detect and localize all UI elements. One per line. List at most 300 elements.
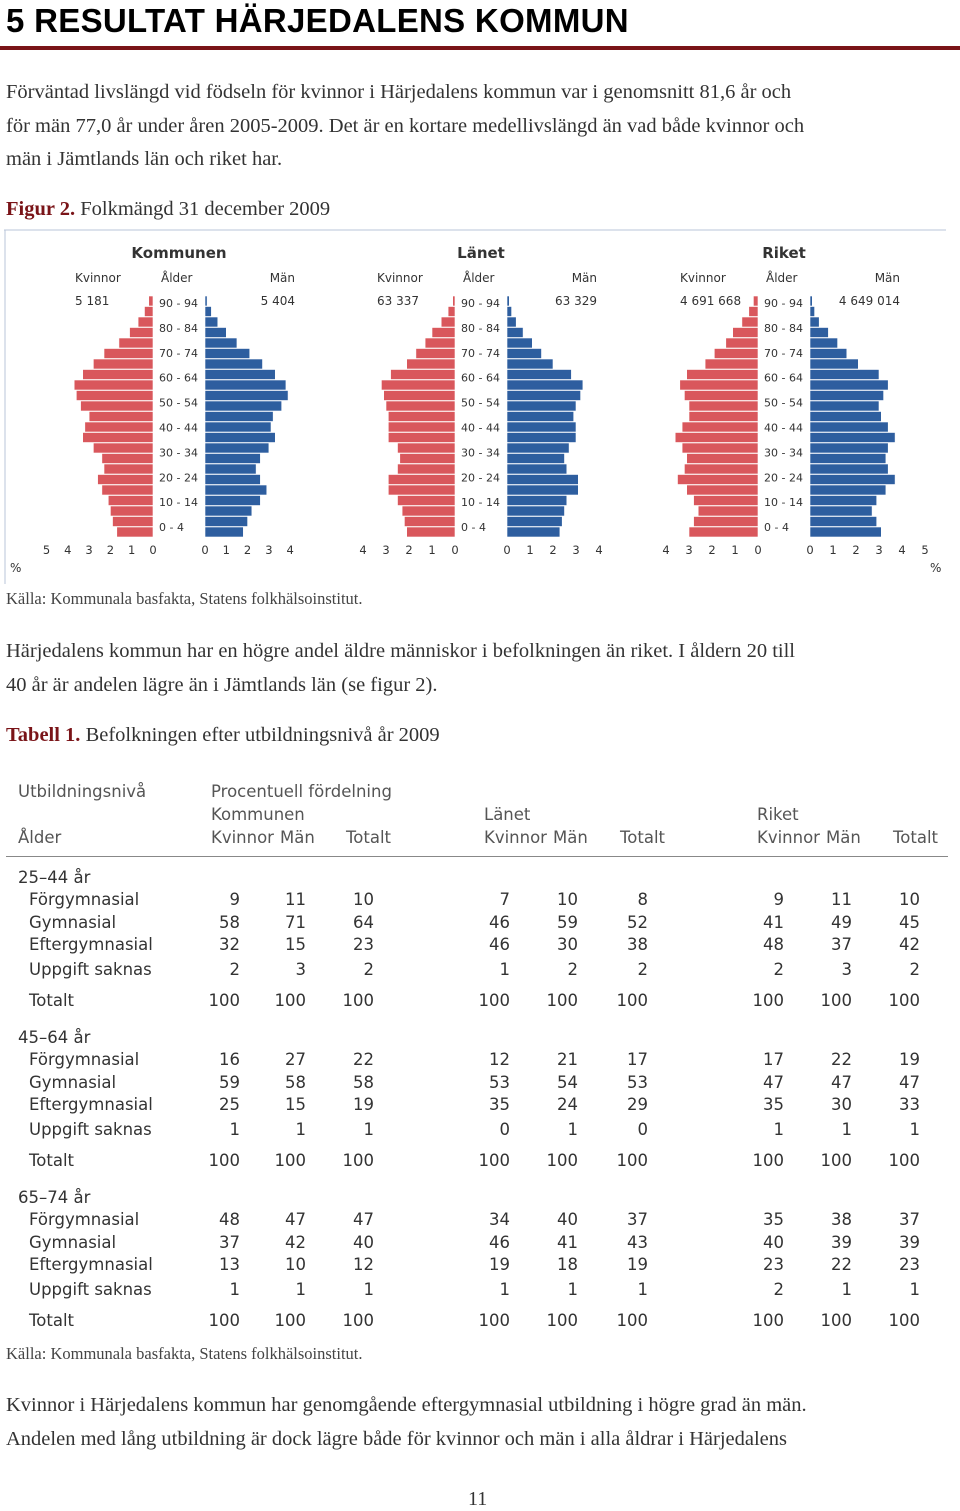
table-cell: 100: [752, 1151, 784, 1170]
men-bar: [205, 401, 282, 411]
table-row-label: Totalt: [29, 1311, 75, 1330]
women-bar: [689, 527, 758, 537]
age-label: 90 - 94: [159, 297, 198, 310]
women-bar: [398, 496, 456, 506]
table-cell: 100: [342, 1311, 374, 1330]
table-row-label: Eftergymnasial: [29, 935, 153, 954]
men-bar: [507, 422, 576, 432]
table-cell: 2: [567, 960, 578, 979]
women-bar: [678, 475, 759, 485]
unit-label-right: %: [930, 561, 942, 575]
table-cell: 100: [342, 1151, 374, 1170]
table-cell: 22: [353, 1050, 374, 1069]
women-label: Kvinnor: [680, 271, 726, 285]
table-cell: 37: [899, 1210, 920, 1229]
x-tick-label: 5: [42, 543, 51, 557]
men-bar: [507, 496, 567, 506]
men-bar: [205, 506, 252, 516]
table-cell: 19: [627, 1255, 648, 1274]
women-bar: [749, 307, 758, 317]
women-bar: [402, 506, 455, 516]
table-cell: 2: [773, 1280, 784, 1299]
unit-label-left: %: [10, 561, 22, 575]
table-row-label: Eftergymnasial: [29, 1095, 153, 1114]
table-source: Källa: Kommunala basfakta, Statens folkhälsoinstitut.: [6, 1344, 363, 1363]
women-bar: [104, 349, 153, 359]
table-cell: 22: [831, 1255, 852, 1274]
age-label: 50 - 54: [159, 396, 198, 410]
table-cell: 48: [763, 935, 784, 954]
women-bar: [85, 422, 153, 432]
women-bar: [733, 328, 758, 338]
table-cell: 100: [820, 1151, 852, 1170]
table-cell: 13: [219, 1255, 240, 1274]
x-tick-label: 0: [806, 543, 814, 557]
table-cell: 42: [899, 935, 920, 954]
table-cell: 1: [637, 1280, 648, 1299]
age-label: 80 - 84: [461, 321, 500, 335]
table-cell: 100: [478, 991, 510, 1010]
table-cell: 3: [841, 960, 852, 979]
table-cell: 16: [219, 1050, 240, 1069]
age-label: 60 - 64: [764, 371, 803, 385]
men-bar: [810, 496, 877, 506]
age-label: 40 - 44: [159, 421, 198, 435]
men-bar: [810, 380, 888, 390]
table-cell: 1: [773, 1120, 784, 1139]
x-tick-label: 2: [549, 543, 557, 557]
men-bar: [810, 370, 879, 380]
women-bar: [391, 370, 455, 380]
men-bar: [810, 454, 886, 464]
table-cell: 2: [229, 960, 240, 979]
x-tick-label: 2: [708, 543, 716, 557]
table-cell: 71: [285, 913, 306, 932]
table-cell: 100: [274, 1311, 306, 1330]
table-cell: 37: [219, 1233, 240, 1252]
women-bar: [698, 506, 758, 516]
table-cell: 53: [627, 1073, 648, 1092]
table-row-label: Totalt: [29, 991, 75, 1010]
men-bar: [507, 464, 567, 474]
men-total: 63 329: [555, 294, 597, 308]
table-cell: 1: [363, 1280, 374, 1299]
women-bar: [130, 328, 153, 338]
women-bar: [102, 485, 153, 495]
men-bar: [810, 307, 815, 317]
men-bar: [810, 433, 895, 443]
women-bar: [76, 391, 153, 401]
table-cell: 2: [363, 960, 374, 979]
table-cell: 46: [489, 935, 510, 954]
header-rule: [6, 856, 948, 857]
table-cell: 100: [342, 991, 374, 1010]
table-cell: 54: [557, 1073, 578, 1092]
men-bar: [205, 443, 269, 453]
men-bar: [205, 296, 207, 306]
pyramid-title: Kommunen: [131, 244, 227, 262]
age-label: 80 - 84: [764, 321, 803, 335]
women-bar: [689, 412, 758, 422]
women-bar: [93, 443, 153, 453]
table-cell: 7: [499, 890, 510, 909]
table-row-label: Uppgift saknas: [29, 1120, 152, 1139]
men-bar: [507, 307, 512, 317]
men-bar: [205, 317, 218, 327]
table-cell: 1: [567, 1120, 578, 1139]
x-tick-label: 1: [526, 543, 534, 557]
x-tick-label: 3: [85, 543, 93, 557]
table-cell: 38: [627, 935, 648, 954]
heading-rule: [0, 46, 960, 50]
x-tick-label: 0: [451, 543, 459, 557]
table-cell: 29: [627, 1095, 648, 1114]
women-bar: [398, 443, 456, 453]
men-bar: [810, 317, 819, 327]
men-bar: [810, 412, 881, 422]
header-sub: Kvinnor: [211, 828, 274, 847]
women-bar: [388, 412, 455, 422]
table-cell: 23: [899, 1255, 920, 1274]
table-cell: 10: [899, 890, 920, 909]
men-bar: [205, 464, 256, 474]
men-bar: [205, 433, 275, 443]
men-total: 4 649 014: [838, 294, 900, 308]
table-cell: 59: [557, 913, 578, 932]
paragraph-line: Kvinnor i Härjedalens kommun har genomgående eftergymnasial utbildning i högre grad än män.: [6, 1394, 807, 1416]
table-cell: 100: [546, 991, 578, 1010]
header-region: Länet: [484, 805, 531, 824]
age-header: Ålder: [161, 271, 193, 285]
age-label: 80 - 84: [159, 321, 198, 335]
page-heading: 5 RESULTAT HÄRJEDALENS KOMMUN: [6, 2, 629, 39]
table-cell: 100: [478, 1311, 510, 1330]
paragraph-3: [6, 1389, 956, 1456]
age-label: 30 - 34: [461, 446, 500, 460]
women-bar: [714, 349, 758, 359]
table-row-label: Uppgift saknas: [29, 1280, 152, 1299]
women-bar: [675, 433, 758, 443]
table-cell: 100: [208, 991, 240, 1010]
header-sub: Totalt: [893, 828, 939, 847]
table-cell: 45: [899, 913, 920, 932]
age-label: 40 - 44: [461, 421, 500, 435]
table-cell: 39: [831, 1233, 852, 1252]
table-cell: 35: [763, 1210, 784, 1229]
women-bar: [684, 464, 758, 474]
table-cell: 25: [219, 1095, 240, 1114]
header-sub: Kvinnor: [484, 828, 547, 847]
age-label: 20 - 24: [764, 471, 803, 485]
table-cell: 47: [763, 1073, 784, 1092]
table-cell: 100: [274, 1151, 306, 1170]
table-cell: 10: [285, 1255, 306, 1274]
men-bar: [205, 349, 250, 359]
table-cell: 17: [627, 1050, 648, 1069]
age-label: 20 - 24: [461, 471, 500, 485]
men-bar: [507, 317, 516, 327]
table-cell: 32: [219, 935, 240, 954]
x-tick-label: 2: [243, 543, 252, 557]
table-cell: 0: [499, 1120, 510, 1139]
men-bar: [507, 328, 523, 338]
men-bar: [507, 527, 560, 537]
women-bar: [404, 517, 455, 527]
men-bar: [810, 401, 879, 411]
figure-title: Folkmängd 31 december 2009: [80, 198, 331, 220]
x-tick-label: 3: [572, 543, 580, 557]
women-bar: [74, 380, 153, 390]
women-bar: [425, 338, 455, 348]
table-cell: 100: [478, 1151, 510, 1170]
table-cell: 34: [489, 1210, 510, 1229]
intro-line: för män 77,0 år under åren 2005-2009. Det är en kortare medellivslängd än vad både kvinnor och: [6, 114, 805, 137]
women-bar: [448, 307, 455, 317]
age-label: 30 - 34: [764, 446, 803, 460]
x-tick-label: 1: [222, 543, 230, 557]
x-tick-label: 3: [875, 543, 883, 557]
table-cell: 1: [363, 1120, 374, 1139]
men-bar: [810, 422, 888, 432]
table-cell: 19: [899, 1050, 920, 1069]
x-tick-label: 3: [382, 543, 390, 557]
population-pyramids: [4, 228, 948, 584]
women-bar: [117, 527, 153, 537]
women-bar: [388, 433, 455, 443]
men-bar: [810, 349, 847, 359]
men-bar: [205, 496, 260, 506]
age-label: 0 - 4: [764, 521, 789, 535]
table-cell: 19: [489, 1255, 510, 1274]
table-cell: 64: [353, 913, 374, 932]
table-cell: 11: [831, 890, 852, 909]
table-cell: 48: [219, 1210, 240, 1229]
men-bar: [507, 359, 553, 369]
x-tick-label: 2: [106, 543, 115, 557]
table-cell: 1: [499, 960, 510, 979]
table-cell: 42: [285, 1233, 306, 1252]
table-cell: 100: [820, 1311, 852, 1330]
table-cell: 19: [353, 1095, 374, 1114]
table-cell: 0: [637, 1120, 648, 1139]
header-region: Kommunen: [211, 805, 305, 824]
table-cell: 100: [616, 991, 648, 1010]
age-label: 60 - 64: [461, 371, 500, 385]
men-bar: [810, 506, 872, 516]
x-tick-label: 3: [265, 543, 273, 557]
table-cell: 2: [909, 960, 920, 979]
age-group-heading: 25–44 år: [18, 868, 91, 887]
men-bar: [507, 380, 583, 390]
men-bar: [810, 296, 812, 306]
women-bar: [432, 328, 455, 338]
table-cell: 100: [616, 1151, 648, 1170]
table-cell: 59: [219, 1073, 240, 1092]
x-tick-label: 5: [921, 543, 929, 557]
men-bar: [810, 485, 886, 495]
women-bar: [687, 370, 758, 380]
men-bar: [507, 475, 578, 485]
men-bar: [810, 328, 828, 338]
men-bar: [205, 359, 263, 369]
age-label: 70 - 74: [461, 346, 500, 360]
women-bar: [98, 475, 153, 485]
age-label: 0 - 4: [461, 521, 486, 535]
women-bar: [89, 412, 153, 422]
table-cell: 17: [763, 1050, 784, 1069]
men-bar: [507, 443, 569, 453]
age-label: 10 - 14: [461, 496, 500, 510]
table-row-label: Förgymnasial: [29, 1210, 140, 1229]
women-bar: [682, 443, 758, 453]
women-bar: [388, 475, 455, 485]
men-bar: [205, 485, 267, 495]
table-cell: 37: [831, 935, 852, 954]
x-tick-label: 2: [852, 543, 860, 557]
table-cell: 47: [353, 1210, 374, 1229]
men-bar: [810, 338, 838, 348]
women-bar: [680, 380, 758, 390]
age-label: 60 - 64: [159, 371, 198, 385]
women-bar: [381, 380, 455, 390]
paragraph-line: Andelen med lång utbildning är dock lägre både för kvinnor och män i alla åldrar i Härjedalens: [6, 1427, 788, 1450]
table-cell: 2: [773, 960, 784, 979]
men-bar: [507, 485, 578, 495]
women-label: Kvinnor: [75, 271, 121, 285]
age-label: 90 - 94: [461, 297, 500, 310]
men-bar: [810, 443, 888, 453]
table-cell: 52: [627, 913, 648, 932]
women-bar: [687, 454, 758, 464]
men-label: Män: [269, 271, 295, 285]
table-cell: 1: [295, 1120, 306, 1139]
table-cell: 23: [763, 1255, 784, 1274]
women-bar: [407, 359, 455, 369]
table-cell: 100: [752, 1311, 784, 1330]
men-bar: [810, 517, 877, 527]
men-label: Män: [571, 271, 597, 285]
table-cell: 37: [627, 1210, 648, 1229]
x-tick-label: 1: [829, 543, 837, 557]
men-bar: [205, 391, 288, 401]
table-cell: 1: [499, 1280, 510, 1299]
table-cell: 100: [546, 1311, 578, 1330]
women-bar: [81, 401, 153, 411]
men-bar: [507, 338, 532, 348]
table-cell: 9: [773, 890, 784, 909]
table-cell: 12: [353, 1255, 374, 1274]
women-label: Kvinnor: [377, 271, 423, 285]
women-bar: [416, 349, 455, 359]
paragraph-line: 40 år är andelen lägre än i Jämtlands län (se figur 2).: [6, 673, 438, 696]
x-tick-label: 0: [503, 543, 511, 557]
intro-line: män i Jämtlands län och riket har.: [6, 148, 283, 170]
table-cell: 38: [831, 1210, 852, 1229]
men-bar: [205, 517, 248, 527]
women-bar: [398, 464, 456, 474]
men-bar: [810, 475, 895, 485]
table-cell: 15: [285, 1095, 306, 1114]
men-bar: [810, 359, 858, 369]
table-cell: 24: [557, 1095, 578, 1114]
age-label: 10 - 14: [159, 496, 198, 510]
women-bar: [83, 433, 153, 443]
table-cell: 100: [274, 991, 306, 1010]
men-bar: [507, 370, 571, 380]
women-bar: [144, 307, 153, 317]
table-cell: 1: [567, 1280, 578, 1299]
women-bar: [705, 359, 758, 369]
women-bar: [149, 296, 153, 306]
table-cell: 47: [899, 1073, 920, 1092]
table-cell: 100: [616, 1311, 648, 1330]
women-bar: [83, 370, 153, 380]
women-bar: [753, 296, 758, 306]
table-row-label: Gymnasial: [29, 1073, 117, 1092]
table-cell: 100: [820, 991, 852, 1010]
education-table: [0, 772, 960, 1342]
pyramid-title: Länet: [457, 244, 505, 262]
intro-line: Förväntad livslängd vid födseln för kvinnor i Härjedalens kommun var i genomsnitt 81,6 år och: [6, 81, 792, 103]
men-bar: [507, 401, 576, 411]
table-cell: 30: [557, 935, 578, 954]
header-sub: Män: [826, 828, 861, 847]
table-cell: 100: [208, 1151, 240, 1170]
table-cell: 8: [637, 890, 648, 909]
x-tick-label: 1: [428, 543, 436, 557]
women-bar: [104, 464, 153, 474]
table-cell: 39: [899, 1233, 920, 1252]
men-bar: [205, 454, 260, 464]
table-cell: 46: [489, 913, 510, 932]
table-cell: 21: [557, 1050, 578, 1069]
table-cell: 58: [285, 1073, 306, 1092]
table-title: Befolkningen efter utbildningsnivå år 2009: [85, 724, 440, 746]
age-label: 10 - 14: [764, 496, 803, 510]
table-cell: 10: [353, 890, 374, 909]
age-group-heading: 45–64 år: [18, 1028, 91, 1047]
women-bar: [138, 317, 153, 327]
men-bar: [810, 464, 888, 474]
age-label: 70 - 74: [764, 346, 803, 360]
men-bar: [205, 475, 260, 485]
table-cell: 9: [229, 890, 240, 909]
men-bar: [507, 454, 565, 464]
women-bar: [684, 391, 758, 401]
table-cell: 49: [831, 913, 852, 932]
table-cell: 46: [489, 1233, 510, 1252]
women-bar: [102, 454, 153, 464]
age-label: 50 - 54: [461, 396, 500, 410]
age-group-heading: 65–74 år: [18, 1188, 91, 1207]
table-cell: 30: [831, 1095, 852, 1114]
x-tick-label: 4: [359, 543, 367, 557]
women-bar: [119, 338, 153, 348]
table-cell: 100: [888, 991, 920, 1010]
age-label: 50 - 54: [764, 396, 803, 410]
paragraph-2: [6, 635, 956, 702]
table-cell: 40: [557, 1210, 578, 1229]
table-cell: 33: [899, 1095, 920, 1114]
table-cell: 22: [831, 1050, 852, 1069]
men-bar: [205, 527, 243, 537]
table-cell: 41: [763, 913, 784, 932]
header-sub: Totalt: [620, 828, 666, 847]
men-bar: [507, 412, 574, 422]
table-cell: 100: [888, 1311, 920, 1330]
women-total: 5 181: [75, 294, 110, 308]
men-label: Män: [874, 271, 900, 285]
